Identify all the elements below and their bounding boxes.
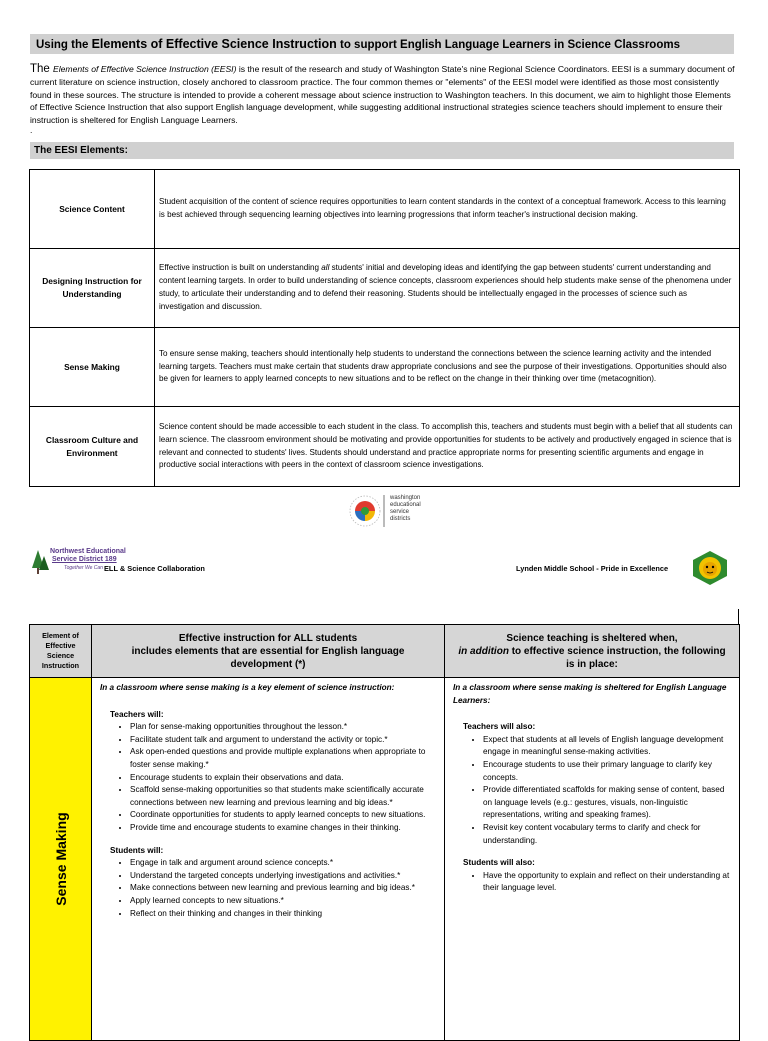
header-italic: in addition	[458, 645, 509, 657]
document-title	[30, 34, 734, 54]
elements-heading: The EESI Elements:	[30, 142, 734, 159]
list-item: • Plan for sense-making opportunities throughout the lesson.*	[130, 721, 436, 734]
right-column	[445, 678, 740, 1041]
header-rest: to effective science instruction, the following is in place:	[508, 645, 726, 670]
header-all-students	[92, 625, 445, 678]
header-line	[453, 645, 731, 671]
table-row	[30, 678, 740, 1041]
list-item: • Have the opportunity to explain and reflect on their understanding at their language level.	[483, 870, 731, 895]
list-item: • Expect that students at all levels of English language development engage in meaningful sense-making activities.	[483, 734, 731, 759]
table-row	[30, 407, 740, 487]
right-students-list	[453, 870, 731, 895]
list-item: • Revisit key content vocabulary terms to clarify and check for understanding.	[483, 822, 731, 847]
table-row	[30, 249, 740, 328]
list-item: • Encourage students to use their primary language to clarify key concepts.	[483, 759, 731, 784]
nw-logo-line1: Northwest Educational	[50, 548, 126, 555]
left-teachers-list	[100, 721, 436, 834]
footer-center-text: ELL & Science Collaboration	[104, 564, 205, 573]
list-item: • Ask open-ended questions and provide multiple explanations when appropriate to foster sense making.*	[130, 746, 436, 771]
wsd-logo-text	[390, 495, 421, 523]
list-item: • Provide time and encourage students to examine changes in their thinking.	[130, 822, 436, 835]
left-teachers-heading: Teachers will:	[110, 709, 164, 719]
wsd-line: districts	[390, 516, 411, 522]
eesi-elements-table	[29, 169, 740, 487]
nw-logo-tagline: Together We Can	[64, 565, 103, 571]
table-header-row	[30, 625, 740, 678]
right-teachers-heading: Teachers will also:	[463, 722, 536, 732]
page-footer	[30, 546, 738, 586]
table-row	[30, 170, 740, 249]
list-item: • Facilitate student talk and argument to understand the activity or topic.*	[130, 734, 436, 747]
left-students-heading: Students will:	[110, 845, 164, 855]
header-element: Element of Effective Science Instruction	[30, 625, 92, 678]
wsd-logo-icon	[344, 492, 388, 530]
list-item: • Make connections between new learning and previous learning and big ideas.*	[130, 882, 436, 895]
header-line: Science teaching is sheltered when,	[506, 632, 678, 644]
element-name: Classroom Culture and Environment	[30, 407, 155, 487]
desc-italic: all	[321, 263, 330, 273]
lion-mascot-icon	[690, 550, 730, 586]
list-item: • Provide differentiated scaffolds for making sense of content, based on language levels (e.g.: gestures, visuals, non-linguistic representations, writing and speaking frames).	[483, 784, 731, 822]
left-students-list	[100, 857, 436, 920]
header-line: Effective instruction for ALL students	[178, 632, 358, 644]
header-sheltered	[445, 625, 740, 678]
table-row	[30, 328, 740, 407]
element-description: Science content should be made accessible to each student in the class. To accomplish this, teachers and students must begin with a belief that all students can learn science. The classroom environment should be motivating and provide opportunities for students to be actively and productively engaged in science that is relevant and connected to students' lives. Students should understand and practice appropriate norms for presenting scientific arguments and engage in productive social interactions with peers in the context of classroom science investigations.	[155, 407, 740, 487]
element-name: Sense Making	[30, 328, 155, 407]
intro-dot: .	[30, 124, 33, 135]
tree-icon	[30, 548, 50, 576]
list-item: • Understand the targeted concepts underlying investigations and activities.*	[130, 870, 436, 883]
list-item: • Apply learned concepts to new situations.*	[130, 895, 436, 908]
element-description: Student acquisition of the content of science requires opportunities to learn content standards in the context of a conceptual framework. Access to this learning is best achieved through sequencing learning objectives into learning progressions that inform teacher's instructional decision making.	[155, 170, 740, 249]
left-intro: In a classroom where sense making is a key element of science instruction:	[100, 683, 395, 692]
intro-italic: Elements of Effective Science Instruction (EESI)	[53, 64, 237, 74]
sense-making-table	[29, 624, 740, 1041]
element-label-cell	[30, 678, 92, 1041]
intro-text: is the result of the research and study of Washington State's nine Regional Science Coordinators. EESI is a summary document of current literature on science instruction, closely anchored to classroom practice. The four common themes or "elements" of the EESI model were identified as those most consistently found in these sources. The structure is intended to provide a coherent message about science instruction to Washington teachers. In this document, we aim to highlight those Elements of Effective Science Instruction that also support English language development, while suggesting additional instructional strategies science teachers should implement to ensure their instruction is sheltered for English Language Learners.	[30, 64, 735, 126]
wsd-line: washington	[390, 495, 421, 501]
left-column	[92, 678, 445, 1041]
nw-logo-line2: Service District 189	[52, 556, 117, 563]
element-description: To ensure sense making, teachers should intentionally help students to understand the connections between the science learning activity and the intended learning targets. Teachers must make certain that students draw appropriate conclusions and see the purpose of their investigations. Opportunities should also be given for learners to apply learned concepts to new situations and to be reflect on the change in their thinking over time (metacognition).	[155, 328, 740, 407]
element-name: Science Content	[30, 170, 155, 249]
title-post: to support English Language Learners in Science Classrooms	[336, 39, 680, 51]
intro-lead: The	[30, 63, 54, 75]
intro-paragraph	[30, 63, 736, 133]
right-teachers-list	[453, 734, 731, 847]
right-intro: In a classroom where sense making is sheltered for English Language Learners:	[453, 683, 727, 705]
element-description	[155, 249, 740, 328]
wsd-logo	[344, 492, 440, 530]
list-item: • Reflect on their thinking and changes in their thinking	[130, 908, 436, 921]
margin-line	[738, 609, 739, 625]
title-pre: Using the	[36, 39, 92, 51]
footer-right-text: Lynden Middle School - Pride in Excellence	[516, 564, 669, 573]
desc-part: Effective instruction is built on understanding	[159, 263, 322, 273]
desc-part: students' initial and developing ideas and identifying the gap between students' current understanding and content learning targets. In order to build understanding of science concepts, classroom experiences should help students make sense of the phenomena under study, to articulate their understanding and to defend their reasoning. Students should be intellectually engaged in the processes of science such as investigation and discussion.	[159, 263, 732, 311]
list-item: • Engage in talk and argument around science concepts.*	[130, 857, 436, 870]
wsd-line: educational	[390, 502, 421, 508]
list-item: • Encourage students to explain their observations and data.	[130, 772, 436, 785]
wsd-line: service	[390, 509, 410, 515]
list-item: • Coordinate opportunities for students to apply learned concepts to new situations.	[130, 809, 436, 822]
element-name: Designing Instruction for Understanding	[30, 249, 155, 328]
title-emphasis: Elements of Effective Science Instruction	[91, 37, 337, 51]
header-line: includes elements that are essential for English language development (*)	[131, 645, 405, 670]
right-students-heading: Students will also:	[463, 858, 535, 868]
element-vertical-label: Sense Making	[52, 812, 69, 906]
list-item: • Scaffold sense-making opportunities so that students make scientifically accurate connections between new learning and previous learning and big ideas.*	[130, 784, 436, 809]
